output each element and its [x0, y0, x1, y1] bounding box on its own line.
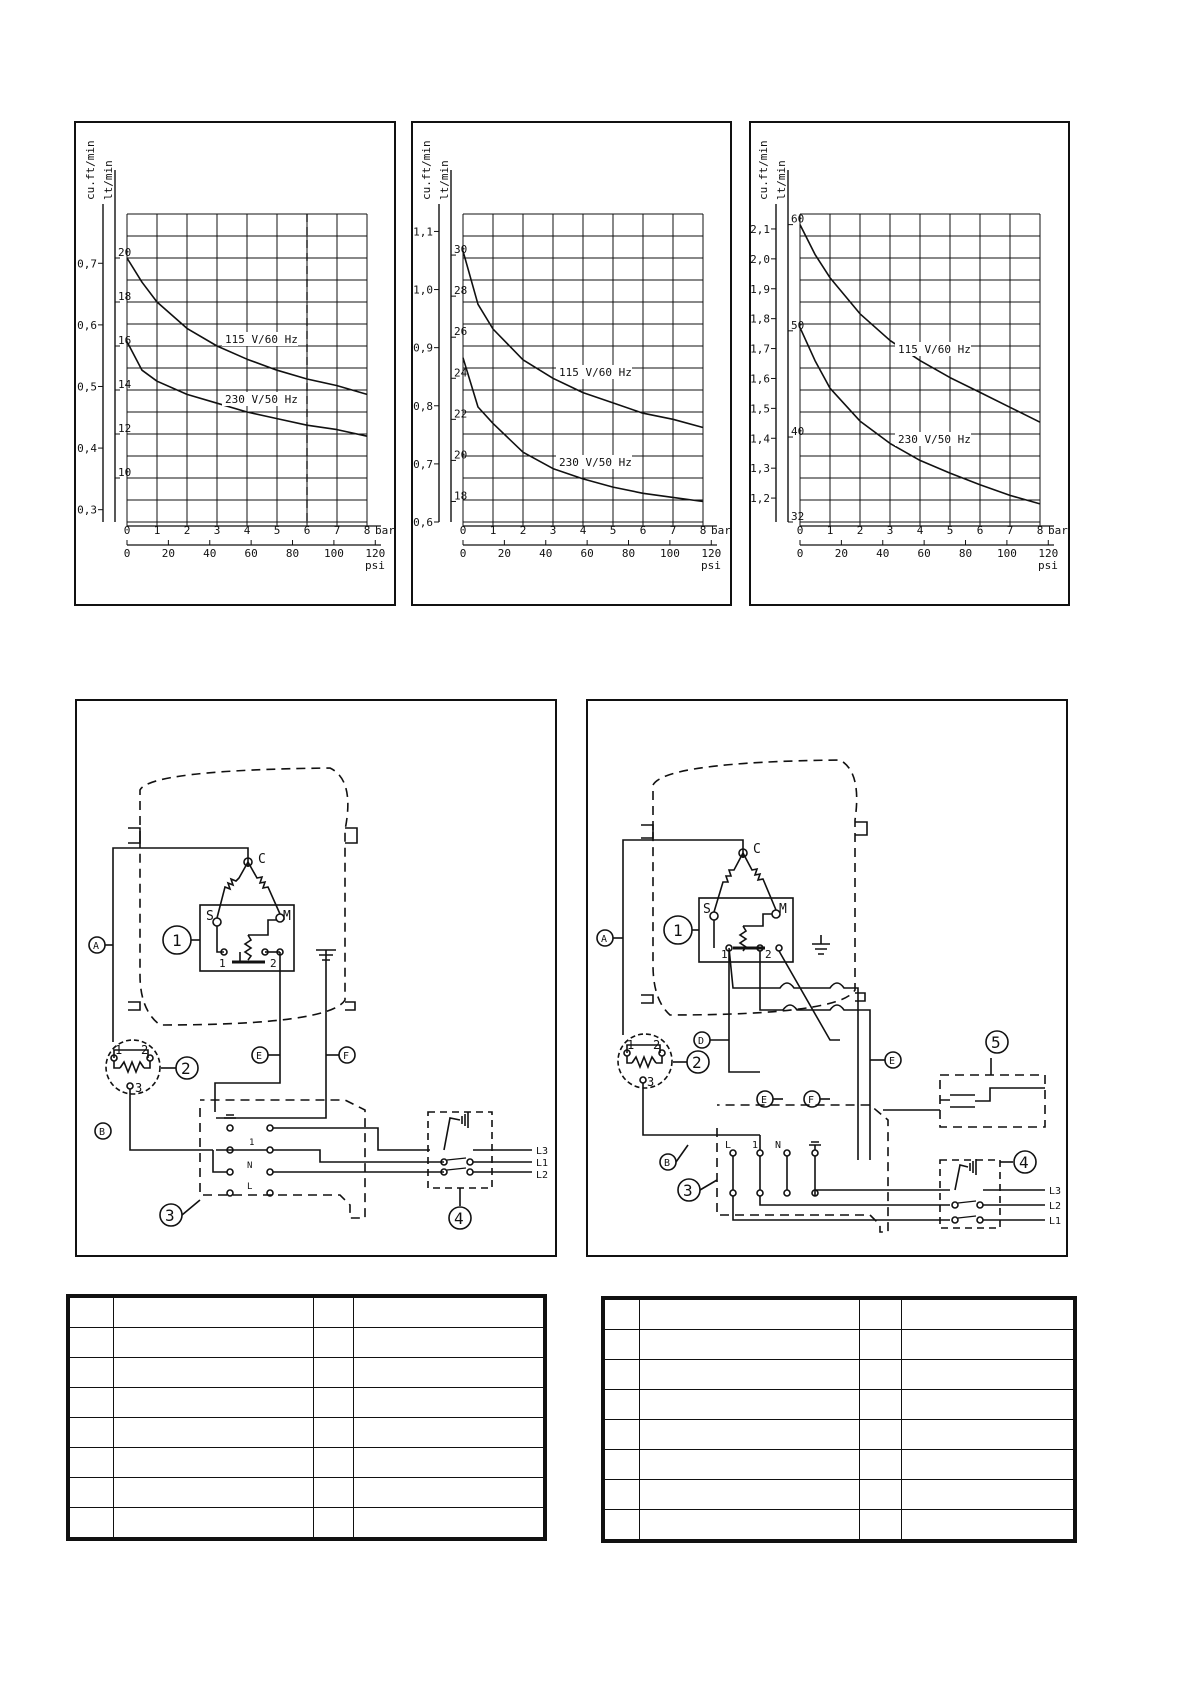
bar-tick-label: 1 [489, 524, 497, 537]
table-row [603, 1330, 1075, 1360]
y2-tick-label: 0,7 [413, 457, 433, 471]
wiring-diagram-left [89, 768, 532, 1229]
label-component-4: 4 [454, 1209, 464, 1228]
y-tick-label: 24 [454, 366, 468, 380]
series-label-2: 230 V/50 Hz [898, 433, 971, 446]
label-m: M [283, 909, 291, 924]
psi-tick-label: 0 [123, 547, 131, 560]
y2-tick-label: 1,8 [750, 312, 770, 326]
series-label-1: 115 V/60 Hz [898, 343, 971, 356]
capacitor-box-outline [940, 1075, 1045, 1127]
table-row [603, 1450, 1075, 1480]
y2-tick-label: 0,9 [413, 341, 433, 355]
y2-tick-label: 0,5 [77, 380, 97, 394]
label-wire-d-r: D [698, 1036, 705, 1047]
label-block-1: 1 [249, 1138, 255, 1148]
label-c-r: C [753, 842, 761, 857]
psi-tick-label: 100 [323, 547, 344, 560]
housing-tab-br [345, 1002, 355, 1010]
bar-tick-label: 3 [886, 524, 894, 537]
y2-tick-label: 1,7 [750, 342, 770, 356]
table-row [68, 1508, 545, 1540]
psi-tick-label: 100 [996, 547, 1017, 560]
label-op-3: 3 [135, 1081, 143, 1095]
psi-tick-label: 20 [834, 547, 849, 560]
y2-axis-title: cu.ft/min [84, 140, 97, 200]
label-component-3-r: 3 [683, 1181, 693, 1200]
y2-tick-label: 1,0 [413, 283, 433, 297]
psi-tick-label: 60 [580, 547, 594, 560]
bar-tick-label: 8 [1036, 524, 1044, 537]
flow-chart-1 [77, 140, 395, 572]
bar-tick-label: 4 [243, 524, 251, 537]
y-tick-label: 16 [118, 334, 132, 347]
bar-tick-label: 7 [333, 524, 341, 537]
bar-tick-label: 2 [519, 524, 527, 537]
table-row [68, 1448, 545, 1478]
table-row [68, 1418, 545, 1448]
y2-tick-label: 0,7 [77, 257, 97, 271]
label-wire-e: E [256, 1051, 263, 1062]
table-row [603, 1480, 1075, 1510]
psi-tick-label: 20 [161, 547, 176, 560]
y-axis-title: lt/min [775, 160, 788, 200]
y2-tick-label: 1,9 [750, 282, 770, 296]
terminal-block-outline-r [717, 1105, 888, 1232]
compressor-housing-outline-r [653, 760, 857, 1015]
series-label-2: 230 V/50 Hz [225, 393, 298, 406]
y-tick-label: 40 [791, 425, 805, 439]
relay-coil [245, 935, 251, 960]
bar-axis-label: bar [711, 524, 731, 537]
psi-tick-label: 20 [497, 547, 512, 560]
bar-axis-label: bar [1048, 524, 1068, 537]
label-component-1: 1 [172, 931, 182, 950]
label-block-n-r: N [775, 1140, 782, 1151]
psi-tick-label: 120 [701, 547, 722, 560]
label-op-2: 2 [141, 1043, 149, 1057]
bar-tick-label: 6 [303, 524, 311, 537]
label-relay-1-r: 1 [721, 948, 728, 961]
y2-tick-label: 1,6 [750, 372, 770, 386]
y2-tick-label: 0,8 [413, 399, 433, 413]
winding-m [248, 862, 280, 914]
bar-axis-label: bar [375, 524, 395, 537]
psi-tick-label: 40 [876, 547, 890, 560]
y-tick-label: 26 [454, 325, 468, 339]
bar-tick-label: 0 [123, 524, 131, 537]
label-relay-2-r: 2 [765, 948, 772, 961]
label-component-1-r: 1 [673, 921, 683, 940]
y-tick-label: 10 [118, 466, 132, 479]
compressor-housing-outline [140, 768, 348, 1025]
bar-tick-label: 8 [363, 524, 371, 537]
bar-tick-label: 1 [826, 524, 834, 537]
y-tick-label: 18 [454, 489, 468, 503]
label-relay-1: 1 [219, 957, 226, 970]
psi-tick-label: 60 [244, 547, 258, 560]
bar-tick-label: 2 [183, 524, 191, 537]
series-label-1: 115 V/60 Hz [225, 333, 298, 346]
bar-tick-label: 3 [549, 524, 557, 537]
psi-tick-label: 0 [459, 547, 467, 560]
label-op-1-r: 1 [627, 1038, 635, 1052]
psi-axis-label: psi [701, 559, 721, 572]
capacitor-plates [940, 1088, 1045, 1107]
label-wire-a: A [93, 941, 100, 952]
y-tick-label: 12 [118, 422, 132, 435]
table-row [68, 1478, 545, 1508]
flow-chart-3 [750, 140, 1068, 572]
label-block-n: N [247, 1161, 253, 1171]
bar-tick-label: 4 [579, 524, 587, 537]
label-block-l: L [247, 1182, 253, 1192]
label-line-l3-r: L3 [1049, 1186, 1062, 1197]
flow-chart-2 [413, 140, 731, 572]
psi-tick-label: 100 [659, 547, 680, 560]
label-block-l-r: L [725, 1140, 732, 1151]
y2-tick-label: 2,0 [750, 252, 770, 266]
y2-tick-label: 0,6 [77, 318, 97, 332]
label-wire-b-r: B [664, 1158, 671, 1169]
label-wire-f-r: F [808, 1095, 815, 1106]
psi-tick-label: 0 [796, 547, 804, 560]
label-wire-f: F [343, 1051, 350, 1062]
y-tick-label: 60 [791, 212, 805, 226]
housing-tab-tl [128, 828, 140, 843]
label-component-2-r: 2 [692, 1053, 702, 1072]
table-row [603, 1298, 1075, 1330]
label-wire-e2-r: E [889, 1056, 896, 1067]
label-wire-a-r: A [601, 934, 608, 945]
y-axis-title: lt/min [438, 160, 451, 200]
y-tick-label: 20 [118, 246, 132, 259]
label-line-l2-r: L2 [1049, 1201, 1062, 1212]
y2-axis-title: cu.ft/min [420, 140, 433, 200]
bar-tick-label: 0 [796, 524, 804, 537]
y2-tick-label: 0,6 [413, 516, 433, 529]
label-component-3: 3 [165, 1206, 175, 1225]
table-row [68, 1388, 545, 1418]
table-row [68, 1358, 545, 1388]
bar-tick-label: 5 [946, 524, 954, 537]
label-line-l3: L3 [536, 1146, 549, 1157]
label-m-r: M [779, 902, 787, 917]
y-tick-label: 22 [454, 407, 468, 421]
psi-tick-label: 40 [203, 547, 217, 560]
psi-axis-label: psi [1038, 559, 1058, 572]
housing-tab-bl [128, 1002, 140, 1010]
label-block-1-r: 1 [752, 1140, 759, 1151]
table-row [68, 1296, 545, 1328]
y-tick-label: 30 [454, 243, 468, 257]
label-line-l2: L2 [536, 1170, 549, 1181]
label-s-r: S [703, 902, 711, 917]
y2-tick-label: 1,3 [750, 462, 770, 476]
label-c: C [258, 852, 266, 867]
series-label-1: 115 V/60 Hz [559, 366, 632, 379]
y2-tick-label: 1,5 [750, 402, 770, 416]
y2-tick-label: 0,3 [77, 503, 97, 517]
bar-tick-label: 4 [916, 524, 924, 537]
y2-tick-label: 2,1 [750, 222, 770, 236]
bar-tick-label: 1 [153, 524, 161, 537]
legend-table-left [66, 1294, 547, 1541]
table-row [603, 1510, 1075, 1542]
y-tick-label: 14 [118, 378, 132, 391]
psi-tick-label: 40 [539, 547, 553, 560]
psi-tick-label: 80 [285, 547, 300, 560]
table-row [603, 1420, 1075, 1450]
y2-tick-label: 1,4 [750, 432, 770, 446]
label-component-4-r: 4 [1019, 1153, 1029, 1172]
psi-tick-label: 120 [365, 547, 386, 560]
label-relay-2: 2 [270, 957, 277, 970]
y-tick-label: 50 [791, 318, 805, 332]
label-op-2-r: 2 [653, 1038, 661, 1052]
y2-axis-title: cu.ft/min [757, 140, 770, 200]
label-s: S [206, 909, 214, 924]
bar-tick-label: 7 [669, 524, 677, 537]
table-row [603, 1390, 1075, 1420]
bar-tick-label: 7 [1006, 524, 1014, 537]
psi-tick-label: 80 [621, 547, 636, 560]
y-tick-label: 18 [118, 290, 132, 303]
label-wire-b: B [99, 1127, 106, 1138]
psi-tick-label: 120 [1038, 547, 1059, 560]
bar-tick-label: 5 [609, 524, 617, 537]
bar-tick-label: 6 [639, 524, 647, 537]
y2-tick-label: 1,2 [750, 492, 770, 506]
label-op-1: 1 [115, 1043, 123, 1057]
y2-tick-label: 0,4 [77, 442, 97, 456]
y-axis-title: lt/min [102, 160, 115, 200]
label-wire-e1-r: E [761, 1095, 768, 1106]
bar-tick-label: 5 [273, 524, 281, 537]
bar-tick-label: 3 [213, 524, 221, 537]
diagram-panel-right [587, 700, 1067, 1256]
bar-tick-label: 6 [976, 524, 984, 537]
table-row [603, 1360, 1075, 1390]
y-tick-label: 32 [791, 510, 805, 523]
terminal-s [213, 918, 221, 926]
housing-tab-tr [345, 828, 357, 843]
label-line-l1-r: L1 [1049, 1216, 1062, 1227]
psi-tick-label: 80 [958, 547, 973, 560]
legend-table-right [601, 1296, 1077, 1543]
table-row [68, 1328, 545, 1358]
label-component-2: 2 [181, 1059, 191, 1078]
label-op-3-r: 3 [647, 1075, 655, 1089]
y2-tick-label: 1,1 [413, 225, 433, 239]
psi-axis-label: psi [365, 559, 385, 572]
bar-tick-label: 0 [459, 524, 467, 537]
label-component-5-r: 5 [991, 1033, 1001, 1052]
bar-tick-label: 2 [856, 524, 864, 537]
winding-s [217, 862, 248, 918]
series-label-2: 230 V/50 Hz [559, 456, 632, 469]
y-tick-label: 20 [454, 448, 468, 462]
y-tick-label: 28 [454, 284, 468, 298]
bar-tick-label: 8 [699, 524, 707, 537]
psi-tick-label: 60 [917, 547, 931, 560]
label-line-l1: L1 [536, 1158, 549, 1169]
